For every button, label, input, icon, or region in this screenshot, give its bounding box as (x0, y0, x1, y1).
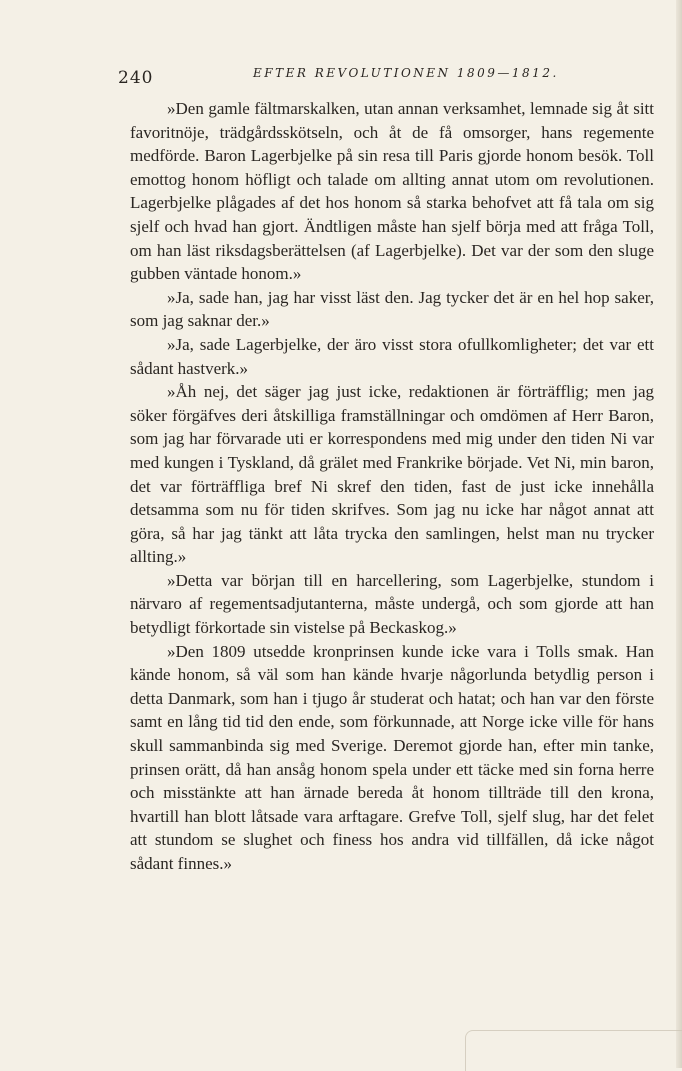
paragraph: »Ja, sade Lagerbjelke, der äro visst stora ofullkomligheter; det var ett sådant hastverk.» (130, 334, 654, 378)
paragraph: »Den gamle fältmarskalken, utan annan verksamhet, lemnade sig åt sitt favoritnöje, trädgårdsskötseln, och åt de få omsorger, hans regemente medförde. Baron Lagerbjelke på sin resa till Paris gjorde honom besök. Toll emottog honom höfligt och talade om allting annat utom om revolutionen. Lagerbjelke plågades af det hos honom så starka behofvet att få tala om sig sjelf och hvad han gjort. Ändtligen måste han sjelf börja med att fråga Toll, om han läst riksdagsberättelsen (af Lagerbjelke). Det var der som den sluge gubben väntade honom.» (130, 99, 654, 284)
page-header (118, 64, 658, 88)
page-number: 240 (118, 68, 154, 88)
paragraph: »Åh nej, det säger jag just icke, redaktionen är förträfflig; men jag söker förgäfves deri åtskilliga framställningar och omdömen af Herr Baron, som jag har förvarade uti er korrespondens med mig under den tiden Ni var med kungen i Tyskland, då grälet med Frankrike började. Vet Ni, min baron, det var förträffliga bref Ni skref den tiden, fast de just icke innehålla detsamma som nu för tiden skrifves. Som jag nu icke har något annat att göra, så har jag tänkt att låta trycka den samlingen, helst man nu trycker allting.» (130, 382, 654, 567)
body-text (130, 97, 654, 876)
running-head: EFTER REVOLUTIONEN 1809—1812. (253, 66, 559, 80)
paragraph: »Detta var början till en harcellering, som Lagerbjelke, stundom i närvaro af regementsadjutanterna, måste undergå, och som gjorde att han betydligt förkortade sin vistelse på Beckaskog.» (130, 570, 654, 638)
page-corner-mark (465, 1030, 682, 1071)
paragraph: »Ja, sade han, jag har visst läst den. Jag tycker det är en hel hop saker, som jag saknar der.» (130, 287, 654, 331)
paragraph: »Den 1809 utsedde kronprinsen kunde icke vara i Tolls smak. Han kände honom, så väl som han kände hvarje någorlunda betydlig person i detta Danmark, som han i tjugo år studerat och hatat; och han var den förste samt en lång tid tid den ende, som förkunnade, att Norge icke ville för hans skull sammanbinda sig med Sverige. Deremot gjorde han, efter min tanke, prinsen orätt, då han ansåg honom spela under ett täcke med sin forna herre och misstänkte att han ärnade bereda åt honom tillträde till den krona, hvartill han blott låtsade vara arftagare. Grefve Toll, sjelf slug, har det felet att stundom se slughet och finess hos andra vid tillfällen, då icke något sådant finnes.» (130, 641, 654, 873)
page-edge (676, 0, 682, 1068)
